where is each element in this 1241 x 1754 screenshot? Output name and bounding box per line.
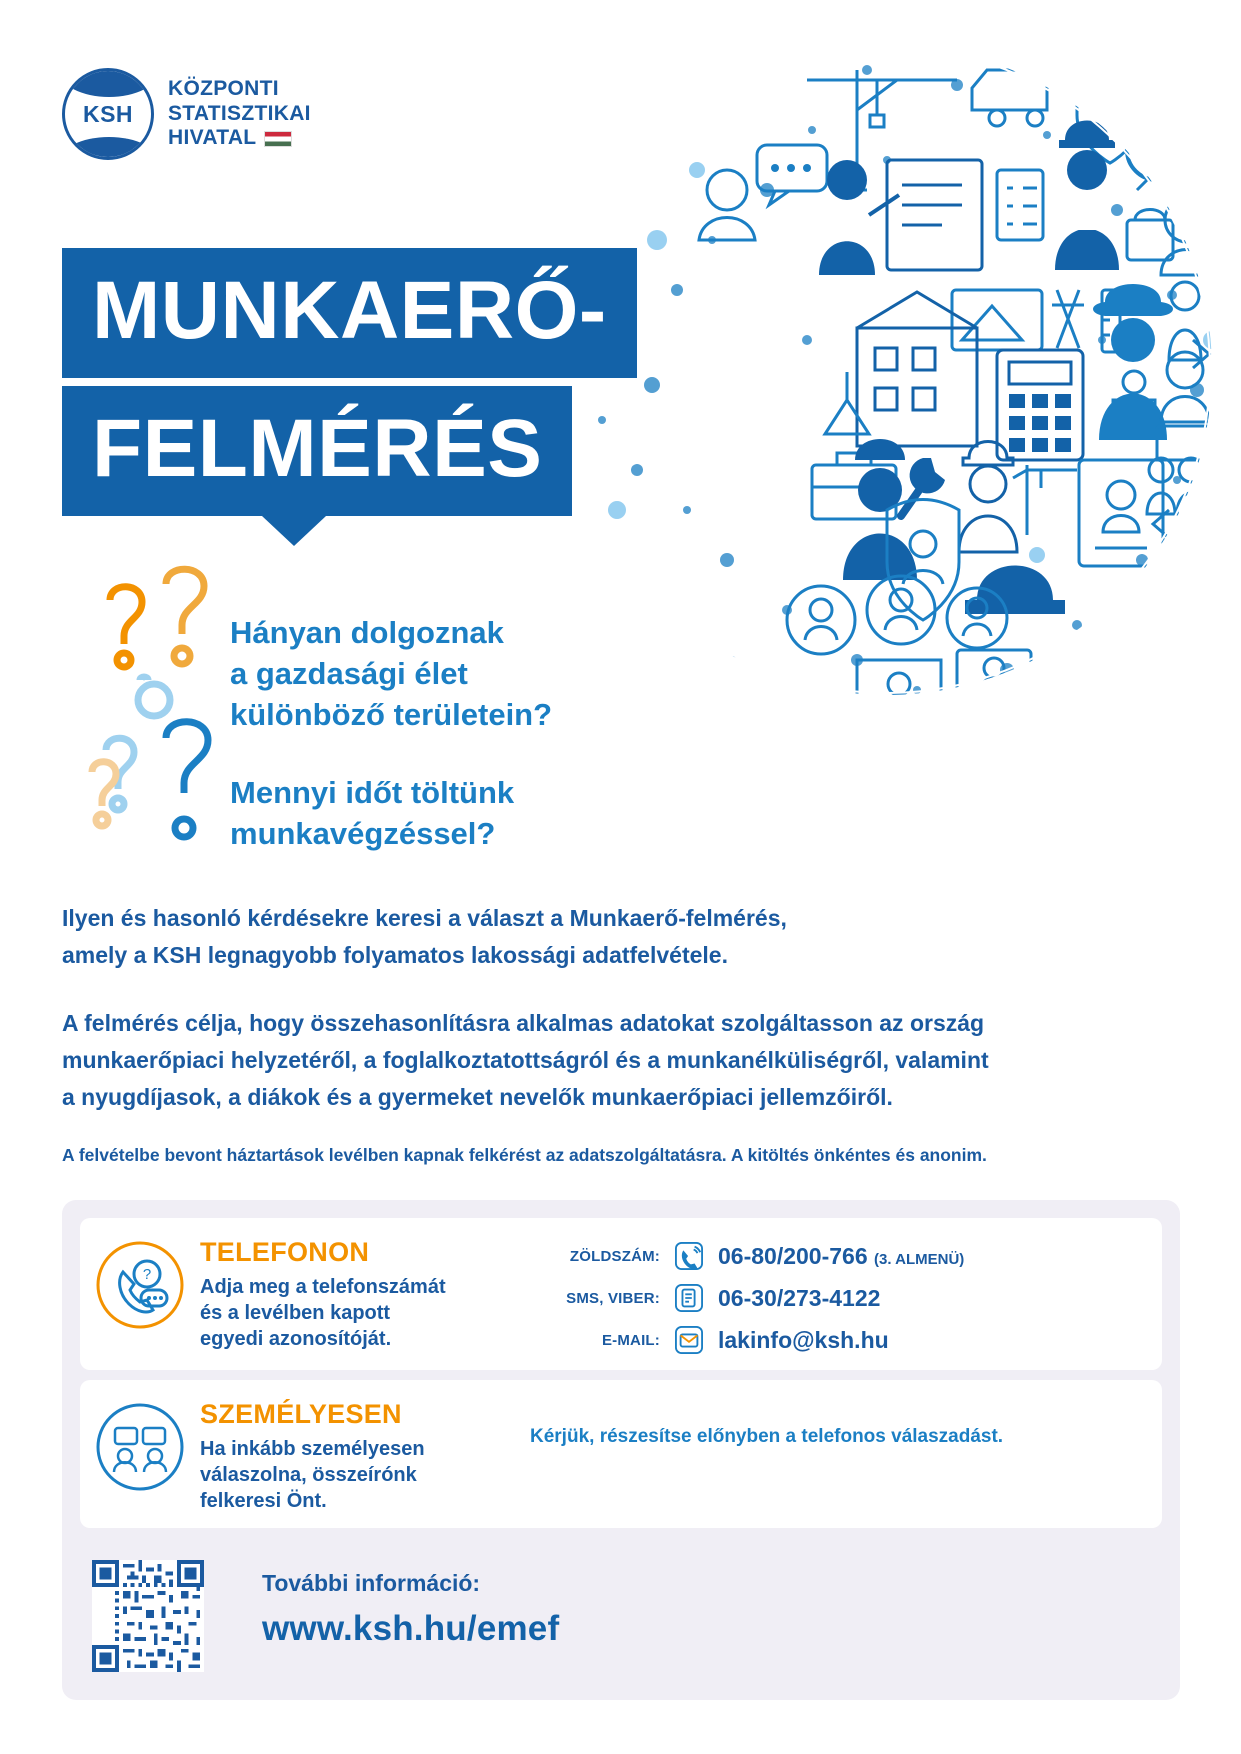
lead-paragraph <box>62 900 1172 975</box>
body-text-block <box>62 900 1172 1169</box>
greenline-number[interactable] <box>706 1243 964 1270</box>
in-person-contact-card <box>80 1380 1162 1528</box>
note-paragraph: A felvételbe bevont háztartások levélben kapnak felkérést az adatszolgáltatásra. A kitöltés önkéntes és anonim. <box>62 1145 987 1166</box>
greenline-number-text: 06-80/200-766 <box>718 1242 868 1269</box>
in-person-card-body <box>200 1380 490 1515</box>
sms-number[interactable]: 06-30/273-4122 <box>718 1284 881 1311</box>
question-2 <box>230 772 552 854</box>
phone-desc-line-1: Adja meg a telefonszámát <box>200 1275 446 1298</box>
title-line-2: FELMÉRÉS <box>62 386 572 516</box>
mail-icon <box>672 1326 706 1354</box>
contact-methods-list <box>490 1218 1162 1368</box>
ksh-logo-mark <box>62 68 154 160</box>
question-2-line-1: Mennyi időt töltünk <box>230 774 515 810</box>
title-pointer <box>262 516 326 546</box>
email-address[interactable]: lakinfo@ksh.hu <box>718 1326 889 1353</box>
in-person-card-title: SZEMÉLYESEN <box>200 1399 402 1429</box>
in-person-desc-line-1: Ha inkább személyesen <box>200 1437 425 1460</box>
greenline-submenu-note: (3. ALMENÜ) <box>874 1250 965 1268</box>
logo-line-3: HIVATAL <box>168 126 257 150</box>
logo-mark-text: KSH <box>78 99 138 130</box>
lead-line-2: amely a KSH legnagyobb folyamatos lakossági adatfelvétele. <box>62 942 728 969</box>
contact-row-greenline <box>510 1242 1162 1270</box>
phone-icon <box>672 1242 706 1270</box>
main-line-3: a nyugdíjasok, a diákok és a gyermeket nevelők munkaerőpiaci jellemzőiről. <box>62 1084 893 1110</box>
question-2-line-2: munkavégzéssel? <box>230 815 496 851</box>
ksh-logo-wordmark <box>168 77 311 151</box>
interviewer-icon <box>80 1380 200 1492</box>
in-person-desc-line-3: felkeresi Önt. <box>200 1490 327 1513</box>
phone-desc-line-2: és a levélben kapott <box>200 1302 391 1325</box>
contact-panel <box>62 1200 1180 1700</box>
question-1-line-1: Hányan dolgoznak <box>230 615 504 650</box>
headline-questions <box>230 612 552 854</box>
email-label: E-MAIL: <box>601 1331 660 1349</box>
qr-code[interactable] <box>92 1560 204 1672</box>
greenline-label: ZÖLDSZÁM: <box>569 1247 660 1265</box>
question-1 <box>230 612 552 736</box>
logo-arc-top <box>62 68 154 97</box>
title-line-1: MUNKAERŐ- <box>62 248 637 378</box>
phone-card-title: TELEFONON <box>200 1237 370 1267</box>
sms-icon <box>672 1284 706 1312</box>
logo-line-2: STATISZTIKAI <box>168 101 311 125</box>
question-1-line-3: különböző területein? <box>230 697 553 733</box>
contact-row-sms <box>510 1284 1162 1312</box>
question-1-line-2: a gazdasági élet <box>230 656 468 692</box>
phone-card-body <box>200 1218 490 1353</box>
logo-arc-bottom <box>62 137 154 160</box>
in-person-card-description <box>200 1436 490 1515</box>
main-line-1: A felmérés célja, hogy összehasonlításra alkalmas adatokat szolgáltasson az ország <box>62 1009 985 1036</box>
lead-line-1: Ilyen és hasonló kérdésekre keresi a választ a Munkaerő-felmérés, <box>62 905 787 931</box>
logo-line-1: KÖZPONTI <box>168 76 279 100</box>
main-paragraph <box>62 1005 1172 1117</box>
hungarian-flag-icon <box>264 131 292 147</box>
website-url[interactable]: www.ksh.hu/emef <box>262 1609 560 1648</box>
phone-card-description <box>200 1274 490 1353</box>
phone-desc-line-3: egyedi azonosítóját. <box>200 1328 392 1351</box>
contact-row-email <box>510 1326 1162 1354</box>
in-person-desc-line-2: válaszolna, összeírónk <box>200 1464 417 1487</box>
phone-contact-card <box>80 1218 1162 1370</box>
work-illustration-circle <box>557 40 1217 720</box>
question-marks-decoration <box>70 560 225 880</box>
sms-label: SMS, VIBER: <box>566 1289 660 1307</box>
poster-title <box>62 248 637 546</box>
phone-chat-icon <box>80 1218 200 1330</box>
ksh-logo <box>62 68 311 160</box>
more-info-label: További információ: <box>262 1570 481 1596</box>
in-person-note: Kérjük, részesítse előnyben a telefonos válaszadást. <box>530 1426 1004 1447</box>
main-line-2: munkaerőpiaci helyzetéről, a foglalkoztatottságról és a munkanélküliségről, valamint <box>62 1046 989 1073</box>
svg-text:?: ? <box>142 1266 152 1283</box>
footer-info <box>262 1570 559 1649</box>
